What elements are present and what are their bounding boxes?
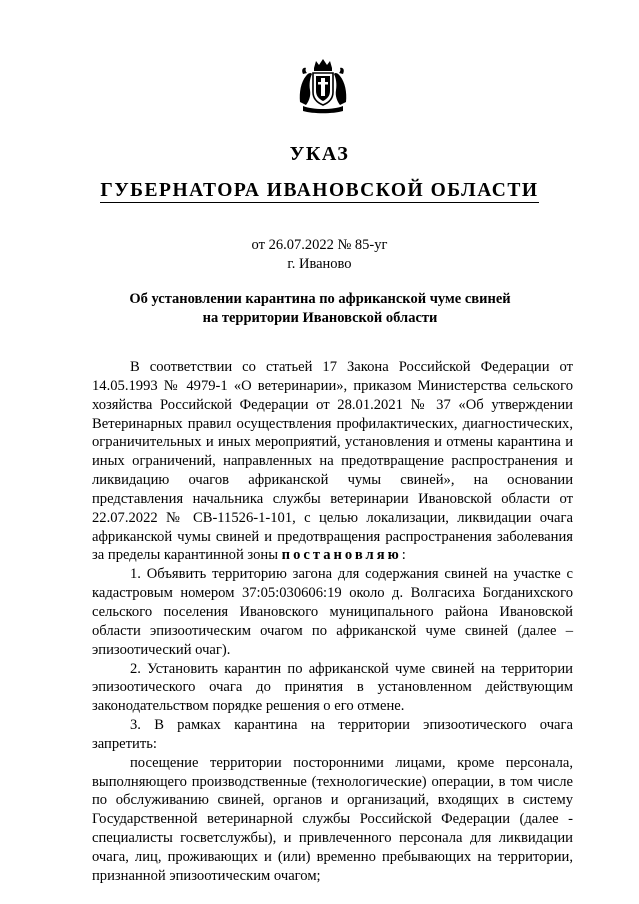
decree-city: г. Иваново <box>287 256 352 272</box>
item-2-paragraph: 2. Установить карантин по африканской чуме свиней на территории эпизоотического очага до принятия в установленном действующим законодательством порядке решения о его отмене. <box>92 660 573 715</box>
item-3-sub-paragraph: посещение территории посторонними лицами, кроме персонала, выполняющего производственные (технологические) операции, в том числе по обслуживанию свиней, органов и организаций, входящих в систему Государственной ветеринарной службы Российской Федерации (далее - специалисты госветслужбы), и привлеченного персонала для ликвидации очага, лиц, проживающих и (или) временно пребывающих на территории, признанной эпизоотическим очагом; <box>92 754 573 884</box>
item-3-paragraph: 3. В рамках карантина на территории эпизоотического очага запретить: <box>92 717 573 752</box>
decree-word: постановляю <box>281 547 402 564</box>
decree-body <box>92 358 573 886</box>
document-type-title: УКАЗ <box>289 143 350 165</box>
subject-line-1: Об установлении карантина по африканской чуме свиней <box>129 291 511 307</box>
decree-colon: : <box>401 547 406 564</box>
coat-of-arms-emblem <box>297 58 349 114</box>
preamble-paragraph <box>92 358 573 565</box>
preamble-text: В соответствии со статьей 17 Закона Российской Федерации от 14.05.1993 № 4979-1 «О ветеринарии», приказом Министерства сельского хозяйства Российской Федерации от 28.01.2021 № 37 «Об утверждении Ветеринарных правил осуществления профилактических, диагностических, ограничительных и иных мероприятий, установления и отмены карантина и иных ограничений, направленных на предотвращение распространения и ликвидацию очагов африканской чумы свиней», на основании представления начальника службы ветеринарии Ивановской области от 22.07.2022 № СВ-11526-1-101, с целью локализации, ликвидации очага африканской чумы свиней и предотвращения распространения заболевания за пределы карантинной зоны <box>92 359 573 564</box>
subject-line-2: на территории Ивановской области <box>202 310 438 326</box>
item-1-paragraph: 1. Объявить территорию загона для содержания свиней на участке с кадастровым номером 37:05:030606:19 около д. Волгасиха Богданихского сельского поселения Ивановского муниципального района Ивановской области эпизоотическим очагом по африканской чуме свиней (далее – эпизоотический очаг). <box>92 566 573 658</box>
issuing-authority-text: ГУБЕРНАТОРА ИВАНОВСКОЙ ОБЛАСТИ <box>100 180 539 201</box>
decree-date-number: от 26.07.2022 № 85-уг <box>251 237 388 253</box>
issuing-authority-title <box>0 180 639 202</box>
decree-subject <box>90 290 550 328</box>
coat-of-arms-icon <box>297 58 349 114</box>
